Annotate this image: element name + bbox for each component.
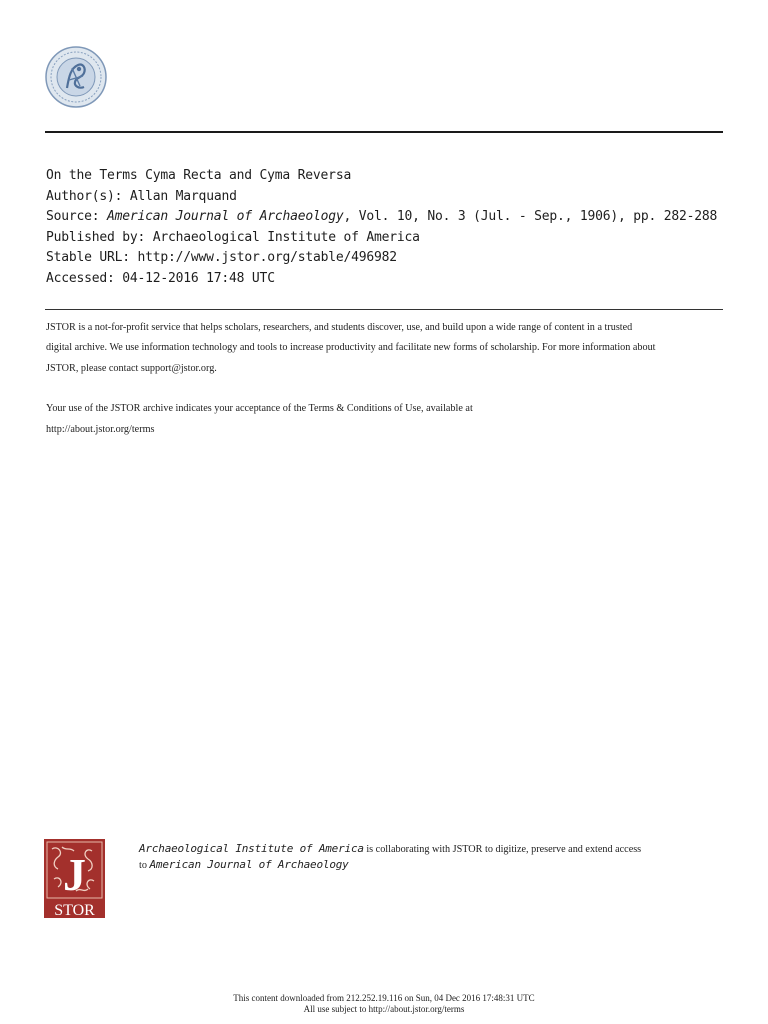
terms-link[interactable]: http://about.jstor.org/terms — [46, 423, 155, 435]
stable-url-link[interactable]: http://www.jstor.org/stable/496982 — [137, 250, 397, 266]
source-label: Source: — [46, 209, 100, 225]
source-line — [46, 207, 736, 228]
authors-line — [46, 187, 736, 208]
stable-url-label: Stable URL: — [46, 250, 130, 266]
collab-line-2 — [139, 857, 739, 873]
footer-line: This content downloaded from 212.252.19.116 on Sun, 04 Dec 2016 17:48:31 UTC — [233, 993, 535, 1003]
jstor-logo-letter: J — [63, 849, 86, 900]
notice-line: JSTOR, please contact support@jstor.org. — [46, 362, 217, 374]
jstor-notice — [46, 318, 726, 440]
source-details: , Vol. 10, No. 3 (Jul. - Sep., 1906), pp. 282-288 — [343, 209, 718, 225]
header-rule — [45, 131, 723, 133]
collab-to: to — [139, 860, 150, 871]
section-rule — [45, 309, 723, 310]
authors-label: Author(s): — [46, 188, 123, 204]
accessed-line — [46, 269, 736, 290]
accessed-label: Accessed: — [46, 270, 115, 286]
collaboration-note — [139, 841, 739, 873]
publisher-label: Published by: — [46, 229, 146, 245]
notice-line: digital archive. We use information technology and tools to increase productivity and facilitate new forms of scholarship. For more information about — [46, 342, 656, 354]
stable-url-line — [46, 248, 736, 269]
accessed-value: 04-12-2016 17:48 UTC — [122, 270, 275, 286]
download-footer — [0, 993, 768, 1015]
source-journal: American Journal of Archaeology — [107, 209, 344, 225]
publisher-value: Archaeological Institute of America — [152, 229, 420, 245]
jstor-logo-icon — [44, 839, 105, 918]
collab-journal: American Journal of Archaeology — [149, 858, 349, 871]
collab-publisher: Archaeological Institute of America — [139, 842, 364, 855]
aia-seal-icon — [45, 46, 107, 108]
jstor-logo-text: STOR — [54, 902, 95, 918]
collab-line-1 — [139, 841, 739, 857]
notice-line: JSTOR is a not-for-profit service that helps scholars, researchers, and students discover, use, and build upon a wide range of content in a trusted — [46, 322, 633, 333]
citation-block — [46, 166, 736, 290]
collab-text: is collaborating with JSTOR to digitize, preserve and extend access — [363, 844, 642, 855]
footer-line: All use subject to http://about.jstor.org/terms — [303, 1004, 465, 1014]
authors-value: Allan Marquand — [129, 188, 237, 204]
publisher-line — [46, 228, 736, 249]
article-title: On the Terms Cyma Recta and Cyma Reversa — [46, 168, 352, 183]
terms-line: Your use of the JSTOR archive indicates your acceptance of the Terms & Conditions of Use, available at — [46, 403, 473, 415]
